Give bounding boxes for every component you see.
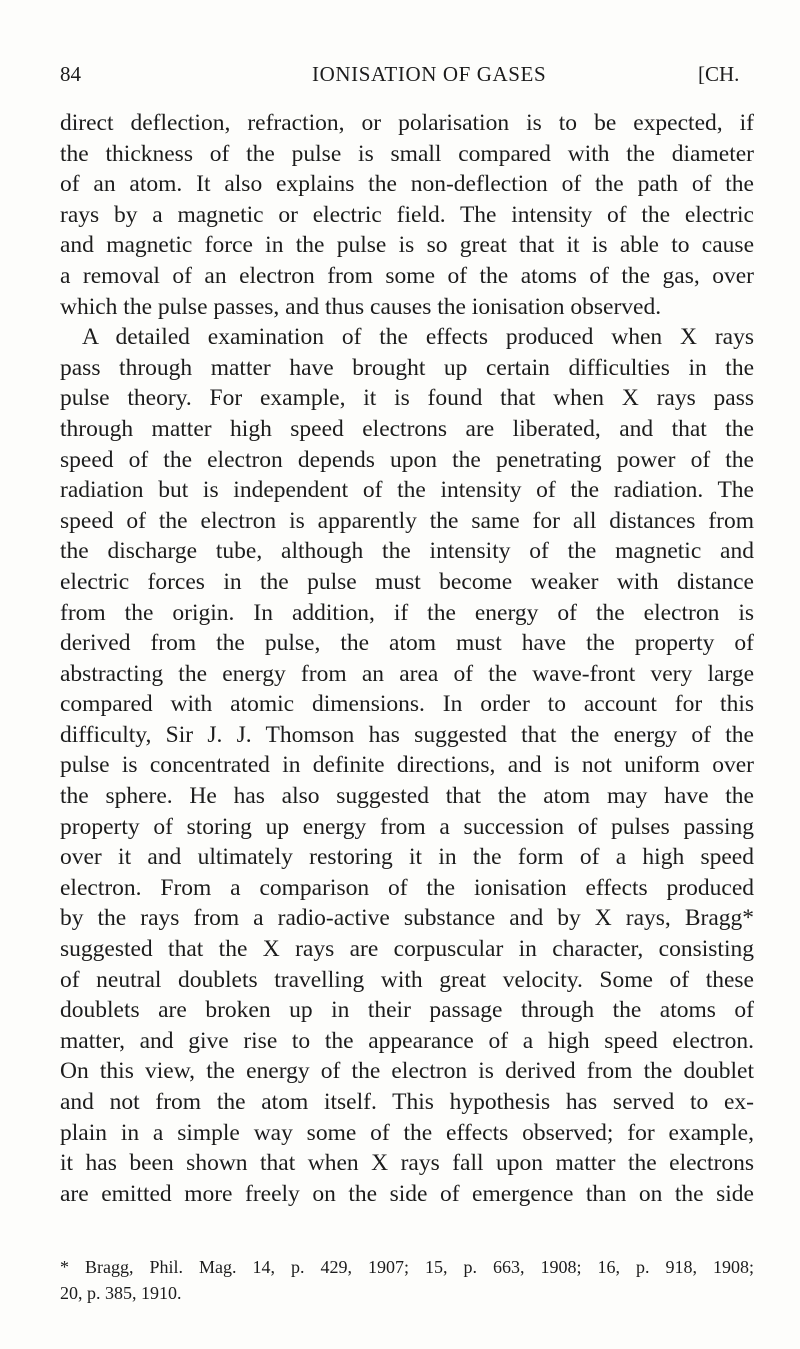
text-line: doublets are broken up in their passage through the atoms of	[60, 997, 754, 1024]
text-line: plain in a simple way some of the effects observed; for example,	[60, 1119, 754, 1146]
text-line: of neutral doublets travelling with great velocity. Some of these	[60, 966, 754, 993]
text-line: speed of the electron is apparently the same for all distances from	[60, 507, 754, 534]
text-line: pulse theory. For example, it is found that when X rays pass	[60, 385, 754, 412]
text-line: direct deflection, refraction, or polarisation is to be expected, if	[60, 110, 754, 136]
text-line: by the rays from a radio-active substance and by X rays, Bragg*	[60, 905, 754, 932]
chapter-marker: [CH.	[698, 62, 740, 86]
footnote-line: * Bragg, Phil. Mag. 14, p. 429, 1907; 15, p. 663, 1908; 16, p. 918, 1908;	[60, 1257, 754, 1277]
text-line: matter, and give rise to the appearance of a high speed electron.	[60, 1027, 754, 1054]
page-header	[0, 62, 800, 92]
text-line: suggested that the X rays are corpuscular in character, consisting	[60, 936, 754, 963]
text-line: the sphere. He has also suggested that the atom may have the	[60, 783, 754, 810]
text-line: pass through matter have brought up certain difficulties in the	[60, 354, 754, 381]
text-line: and not from the atom itself. This hypothesis has served to ex-	[60, 1089, 754, 1115]
text-line: rays by a magnetic or electric field. The intensity of the electric	[60, 201, 754, 228]
text-line: it has been shown that when X rays fall upon matter the electrons	[60, 1150, 754, 1177]
text-line: a removal of an electron from some of the atoms of the gas, over	[60, 262, 754, 289]
text-line: pulse is concentrated in definite directions, and is not uniform over	[60, 752, 754, 779]
page-number: 84	[60, 62, 81, 86]
text-line: electron. From a comparison of the ionisation effects produced	[60, 874, 754, 901]
text-line: compared with atomic dimensions. In order to account for this	[60, 691, 754, 718]
text-line: A detailed examination of the effects produced when X rays	[82, 324, 754, 351]
text-line: On this view, the energy of the electron is derived from the doublet	[60, 1058, 754, 1085]
text-line: over it and ultimately restoring it in the form of a high speed	[60, 844, 754, 871]
text-line: which the pulse passes, and thus causes the ionisation observed.	[60, 293, 662, 320]
text-line: are emitted more freely on the side of emergence than on the side	[60, 1180, 754, 1207]
text-line: of an atom. It also explains the non-deflection of the path of the	[60, 171, 754, 198]
text-line: abstracting the energy from an area of the wave-front very large	[60, 660, 754, 687]
text-line: difficulty, Sir J. J. Thomson has suggested that the energy of the	[60, 721, 754, 748]
text-line: speed of the electron depends upon the penetrating power of the	[60, 446, 754, 473]
text-line: the thickness of the pulse is small compared with the diameter	[60, 140, 754, 167]
text-line: through matter high speed electrons are liberated, and that the	[60, 415, 754, 442]
text-line: radiation but is independent of the intensity of the radiation. The	[60, 477, 754, 504]
text-line: the discharge tube, although the intensity of the magnetic and	[60, 538, 754, 565]
footnote	[60, 1254, 754, 1306]
text-line: derived from the pulse, the atom must have the property of	[60, 630, 754, 657]
text-line: electric forces in the pulse must become weaker with distance	[60, 568, 754, 595]
text-line: from the origin. In addition, if the energy of the electron is	[60, 599, 754, 626]
text-line: and magnetic force in the pulse is so great that it is able to cause	[60, 232, 754, 259]
running-title: IONISATION OF GASES	[312, 62, 547, 86]
text-line: property of storing up energy from a succession of pulses passing	[60, 813, 754, 840]
body-text	[60, 108, 754, 1209]
footnote-line: 20, p. 385, 1910.	[60, 1283, 182, 1303]
